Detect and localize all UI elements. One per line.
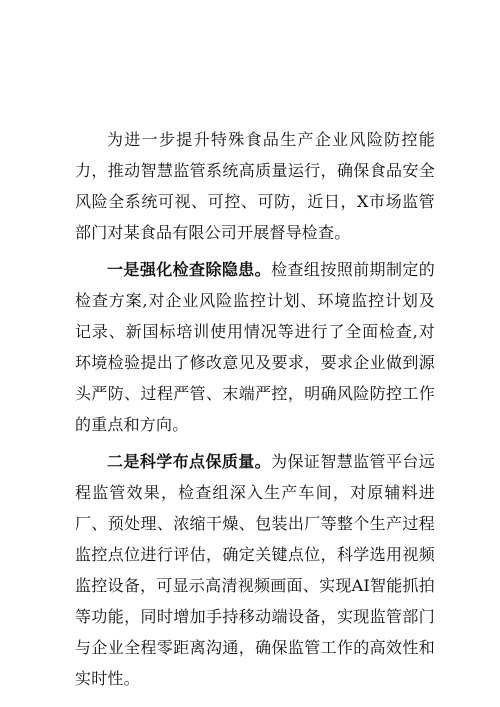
section-one-paragraph	[75, 254, 435, 440]
section-one-text: 检查组按照前期制定的检查方案,对企业风险监控计划、环境监控计划及记录、新国标培训使用情况等进行了全面检查,对环境检验提出了修改意见及要求，要求企业做到源头严防、过程严管、末端严控，明确风险防控工作的重点和方向。	[75, 260, 435, 434]
section-two-paragraph	[75, 446, 435, 694]
article-body	[75, 124, 435, 700]
section-two-heading: 二是科学布点保质量。	[107, 452, 272, 471]
intro-paragraph-text: 为进一步提升特殊食品生产企业风险防控能力，推动智慧监管系统高质量运行，确保食品安全风险全系统可视、可控、可防，近日，X市场监管部门对某食品有限公司开展督导检查。	[75, 130, 435, 242]
section-one-heading: 一是强化检查除隐患。	[107, 260, 272, 279]
section-two-text: 为保证智慧监管平台远程监管效果，检查组深入生产车间，对原辅料进厂、预处理、浓缩干燥、包装出厂等整个生产过程监控点位进行评估，确定关键点位，科学选用视频监控设备，可显示高清视频画面、实现AI智能抓拍等功能，同时增加手持移动端设备，实现监管部门与企业全程零距离沟通，确保监管工作的高效性和实时性。	[75, 452, 435, 688]
intro-paragraph	[75, 124, 435, 248]
